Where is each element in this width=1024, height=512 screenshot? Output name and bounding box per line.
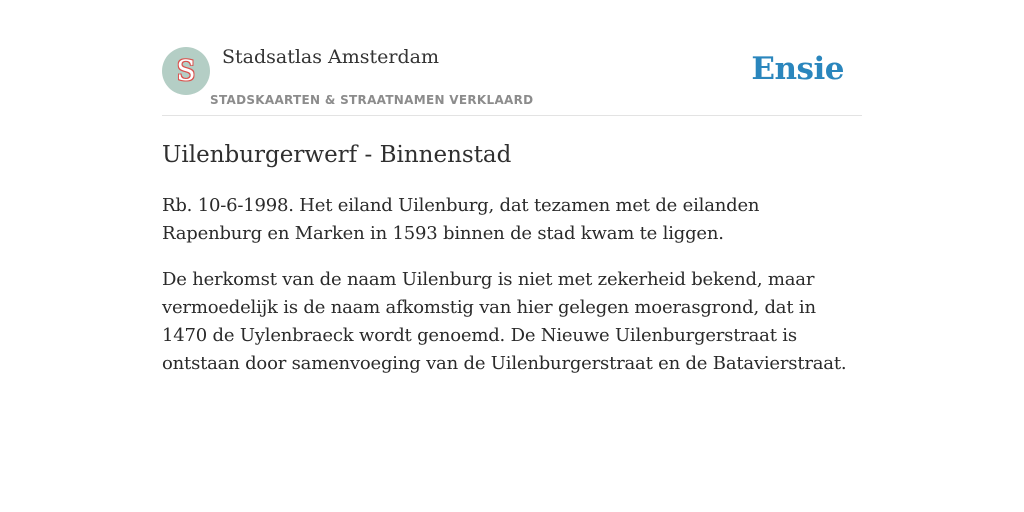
site-subtitle: STADSKAARTEN & STRAATNAMEN VERKLAARD [210,93,534,107]
avatar[interactable] [162,47,210,95]
site-title[interactable]: Stadsatlas Amsterdam [222,46,440,68]
entry-title: Uilenburgerwerf - Binnenstad [162,142,512,168]
site-header [162,40,862,116]
entry-paragraph: Rb. 10-6-1998. Het eiland Uilenburg, dat tezamen met de eilanden Rapenburg en Marken in 1593 binnen de stad kwam te liggen. [162,195,760,244]
avatar-letter: S [176,54,196,87]
entry-content [162,140,862,396]
entry-paragraph: De herkomst van de naam Uilenburg is niet met zekerheid bekend, maar vermoedelijk is de naam afkomstig van hier gelegen moerasgrond, dat in 1470 de Uylenbraeck wordt genoemd. De Nieuwe Uilenburgerstraat is ontstaan door samenvoeging van de Uilenburgerstraat en de Batavierstraat. [162,269,847,374]
brand-logo-link[interactable]: Ensie [751,51,844,87]
